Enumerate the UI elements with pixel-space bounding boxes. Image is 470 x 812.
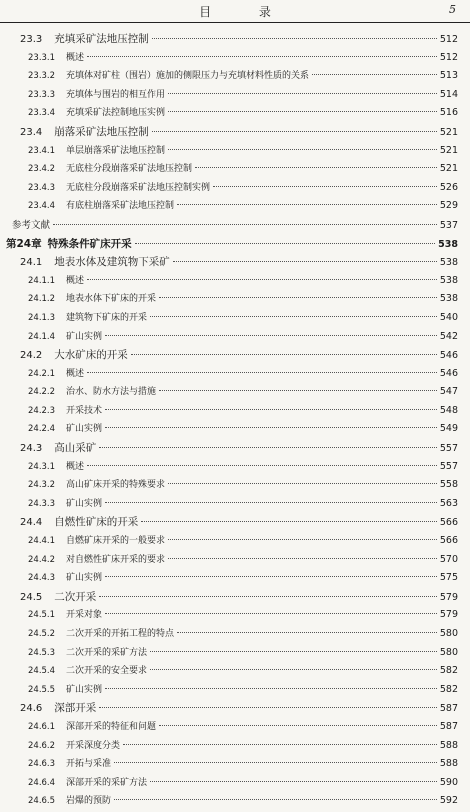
dot-leader — [168, 93, 437, 94]
toc-entry-page: 580 — [439, 628, 458, 639]
toc-entry-title: 高山采矿 — [54, 442, 97, 455]
toc-entry-title: 开采对象 — [66, 610, 103, 621]
toc-entry-number: 24.6.3 — [28, 759, 56, 770]
dot-leader — [131, 354, 437, 355]
dot-leader — [173, 261, 437, 262]
toc-entry-title: 开采深度分类 — [66, 740, 121, 751]
dot-leader — [168, 558, 437, 559]
toc-entry-page: 537 — [439, 219, 458, 231]
toc-entry-number: 24.3.1 — [28, 461, 56, 472]
dot-leader — [87, 372, 437, 373]
toc-entry-page: 521 — [439, 163, 458, 175]
toc-entry — [0, 105, 470, 124]
toc-entry-number: 24.2 — [20, 350, 43, 362]
toc-entry-title: 充填体对矿柱（围岩）施加的侧限压力与充填材料性质的关系 — [66, 71, 310, 82]
toc-entry-number: 23.3.2 — [28, 71, 56, 82]
toc-entry — [0, 329, 470, 348]
toc-entry-title: 深部开采的采矿方法 — [66, 777, 148, 788]
toc-entry — [0, 421, 470, 440]
toc-entry — [0, 273, 470, 292]
dot-leader — [150, 651, 437, 652]
toc-entry-title: 地表水体及建筑物下采矿 — [54, 256, 170, 269]
toc-entry — [0, 496, 470, 515]
dot-leader — [168, 483, 437, 484]
toc-entry-title: 概述 — [66, 275, 85, 286]
dot-leader — [87, 279, 437, 280]
toc-entry-number: 23.4 — [20, 126, 43, 138]
toc-entry — [0, 607, 470, 626]
toc-entry-title: 矿山实例 — [66, 573, 103, 584]
toc-entry-number: 24.2.4 — [28, 424, 56, 435]
toc-entry-number: 24.4.1 — [28, 536, 56, 547]
toc-entry-number: 24.5.5 — [28, 684, 56, 695]
toc-entry-page: 582 — [439, 665, 458, 677]
toc-entry — [0, 143, 470, 162]
toc-entry-title: 深部开采 — [54, 702, 97, 715]
toc-entry-title: 有底柱崩落采矿法地压控制 — [66, 201, 175, 212]
dot-leader — [123, 744, 437, 745]
toc-entry — [0, 31, 470, 50]
header-title: 目 录 — [199, 5, 293, 19]
toc-entry-page: 512 — [439, 51, 458, 63]
toc-entry — [0, 161, 470, 180]
toc-entry — [0, 310, 470, 329]
dot-leader — [99, 707, 437, 708]
dot-leader — [177, 632, 437, 633]
toc-entry-title: 矿山实例 — [66, 424, 103, 435]
toc-entry-title: 崩落采矿法地压控制 — [54, 125, 149, 138]
toc-entry-page: 557 — [439, 460, 458, 472]
toc-entry-number: 24.4 — [20, 517, 43, 529]
toc-entry-page: 590 — [439, 776, 458, 788]
dot-leader — [159, 725, 437, 726]
toc-entry-title: 建筑物下矿床的开采 — [66, 312, 148, 323]
toc-entry-title: 充填体与围岩的相互作用 — [66, 89, 166, 100]
toc-entry-number: 第24章 — [6, 237, 42, 250]
toc-entry-page: 540 — [439, 311, 458, 323]
toc-entry-number: 23.3.3 — [28, 89, 56, 100]
toc-entry-title: 无底柱分段崩落采矿法地压控制实例 — [66, 182, 211, 193]
toc-entry-title: 治水、防水方法与措施 — [66, 387, 157, 398]
toc-entry — [0, 645, 470, 664]
toc-entry-title: 对自燃性矿床开采的要求 — [66, 554, 166, 565]
toc-entry-number: 24.2.1 — [28, 368, 56, 379]
toc-entry — [0, 68, 470, 87]
toc-entry — [0, 533, 470, 552]
dot-leader — [195, 167, 437, 168]
toc-entry-page: 514 — [439, 88, 458, 100]
toc-entry-number: 23.3.4 — [28, 108, 56, 119]
toc-entry-title: 特殊条件矿床开采 — [47, 237, 132, 250]
dot-leader — [105, 613, 437, 614]
dot-leader — [213, 186, 437, 187]
toc-entry-title: 概述 — [66, 461, 85, 472]
toc-entry-title: 深部开采的特征和问题 — [66, 721, 157, 732]
toc-entry — [0, 459, 470, 478]
header-page-number: 5 — [449, 3, 456, 16]
toc-entry-page: 587 — [439, 703, 458, 715]
toc-entry-number: 24.1.1 — [28, 275, 56, 286]
toc-entry — [0, 254, 470, 273]
dot-leader — [105, 427, 437, 428]
toc-entry — [0, 663, 470, 682]
toc-entry-page: 580 — [439, 646, 458, 658]
toc-entry-number: 24.5 — [20, 591, 43, 603]
toc-entry-number: 24.1.3 — [28, 312, 56, 323]
toc-entry-page: 542 — [439, 330, 458, 342]
dot-leader — [114, 762, 437, 763]
toc-entry — [0, 291, 470, 310]
toc-entry-title: 自燃矿床开采的一般要求 — [66, 536, 166, 547]
toc-entry-title: 参考文献 — [12, 219, 51, 231]
dot-leader — [159, 390, 437, 391]
toc-entry-number: 24.3 — [20, 443, 43, 455]
toc-entry-number: 24.5.1 — [28, 610, 56, 621]
toc-entry-number: 23.4.1 — [28, 145, 56, 156]
toc-entry-page: 538 — [439, 274, 458, 286]
toc-entry-title: 单层崩落采矿法地压控制 — [66, 145, 166, 156]
toc-entry-title: 充填采矿法控制地压实例 — [66, 108, 166, 119]
dot-leader — [152, 131, 437, 132]
dot-leader — [99, 447, 437, 448]
toc-entry-number: 24.5.3 — [28, 647, 56, 658]
toc-entry-page: 516 — [439, 107, 458, 119]
dot-leader — [150, 669, 437, 670]
toc-entry-number: 24.1 — [20, 257, 43, 269]
toc-entry-page: 513 — [439, 70, 458, 82]
toc-entry — [0, 756, 470, 775]
toc-entry-title: 矿山实例 — [66, 331, 103, 342]
toc-entry-number: 24.5.4 — [28, 666, 56, 677]
toc-entry-page: 558 — [439, 479, 458, 491]
toc-entry — [0, 87, 470, 106]
toc-entry-page: 538 — [439, 257, 458, 269]
dot-leader — [159, 297, 437, 298]
toc-entry — [0, 682, 470, 701]
toc-entry-page: 566 — [439, 517, 458, 529]
toc-entry — [0, 217, 470, 236]
dot-leader — [168, 149, 437, 150]
toc-entry-title: 二次开采的采矿方法 — [66, 647, 148, 658]
toc-entry — [0, 775, 470, 794]
toc-entry-title: 概述 — [66, 52, 85, 63]
toc-entry — [0, 440, 470, 459]
toc-entry — [0, 198, 470, 217]
table-of-contents — [0, 31, 470, 812]
toc-entry — [0, 477, 470, 496]
toc-entry-page: 512 — [439, 34, 458, 45]
dot-leader — [177, 204, 437, 205]
dot-leader — [105, 335, 437, 336]
toc-entry — [0, 719, 470, 738]
toc-entry-page: 592 — [439, 795, 458, 807]
dot-leader — [152, 38, 437, 39]
toc-entry-page: 587 — [439, 720, 458, 732]
toc-entry-title: 二次开采的开拓工程的特点 — [66, 629, 175, 639]
toc-entry-number: 24.6.2 — [28, 740, 56, 751]
toc-entry — [0, 514, 470, 533]
toc-entry — [0, 50, 470, 69]
toc-entry-title: 充填采矿法地压控制 — [54, 33, 149, 45]
toc-entry-number: 24.6.1 — [28, 721, 56, 732]
toc-entry-page: 538 — [438, 238, 458, 250]
toc-entry — [0, 626, 470, 645]
toc-entry-title: 二次开采的安全要求 — [66, 666, 148, 677]
toc-entry-number: 24.5.2 — [28, 629, 56, 639]
dot-leader — [99, 596, 437, 597]
toc-entry-page: 588 — [439, 739, 458, 751]
toc-entry-title: 地表水体下矿床的开采 — [66, 294, 157, 305]
dot-leader — [135, 243, 436, 244]
toc-entry-page: 563 — [439, 497, 458, 509]
toc-entry-number: 24.1.4 — [28, 331, 56, 342]
toc-entry-title: 二次开采 — [54, 590, 97, 603]
toc-entry-title: 自燃性矿床的开采 — [54, 516, 139, 529]
toc-entry-number: 23.3 — [20, 34, 43, 45]
toc-entry — [0, 384, 470, 403]
toc-entry-number: 24.4.3 — [28, 573, 56, 584]
toc-entry-title: 大水矿床的开采 — [54, 349, 128, 362]
dot-leader — [105, 502, 437, 503]
toc-entry-page: 548 — [439, 404, 458, 416]
toc-entry-number: 24.3.2 — [28, 480, 56, 491]
dot-leader — [53, 224, 437, 225]
dot-leader — [150, 781, 437, 782]
toc-entry-number: 24.6.4 — [28, 777, 56, 788]
toc-entry — [0, 700, 470, 719]
toc-entry — [0, 180, 470, 199]
toc-entry-page: 570 — [439, 553, 458, 565]
toc-entry-number: 23.3.1 — [28, 52, 56, 63]
toc-entry-page: 588 — [439, 758, 458, 770]
dot-leader — [114, 799, 437, 800]
dot-leader — [87, 56, 437, 57]
toc-entry-page: 521 — [439, 126, 458, 138]
toc-entry-page: 546 — [439, 350, 458, 362]
toc-entry-title: 开拓与采准 — [66, 759, 112, 770]
toc-entry-page: 526 — [439, 181, 458, 193]
dot-leader — [105, 576, 437, 577]
toc-entry-page: 549 — [439, 423, 458, 435]
toc-entry — [0, 793, 470, 812]
toc-entry-page: 579 — [439, 591, 458, 603]
toc-entry-title: 开采技术 — [66, 405, 103, 416]
toc-entry-number: 23.4.3 — [28, 182, 56, 193]
toc-entry — [0, 236, 470, 255]
dot-leader — [168, 539, 437, 540]
toc-entry-number: 23.4.2 — [28, 164, 56, 175]
toc-entry-title: 矿山实例 — [66, 498, 103, 509]
toc-entry-number: 24.4.2 — [28, 554, 56, 565]
toc-entry-title: 岩爆的预防 — [66, 796, 112, 807]
toc-entry-number: 24.1.2 — [28, 294, 56, 305]
toc-entry-number: 24.6 — [20, 703, 43, 715]
toc-entry-number: 24.2.3 — [28, 405, 56, 416]
dot-leader — [168, 111, 437, 112]
toc-entry-page: 557 — [439, 443, 458, 455]
toc-entry — [0, 552, 470, 571]
dot-leader — [150, 316, 437, 317]
dot-leader — [141, 521, 437, 522]
toc-entry-page: 546 — [439, 367, 458, 379]
toc-entry — [0, 570, 470, 589]
toc-entry-number: 23.4.4 — [28, 201, 56, 212]
toc-entry — [0, 124, 470, 143]
toc-entry — [0, 738, 470, 757]
dot-leader — [105, 688, 437, 689]
toc-entry-page: 538 — [439, 293, 458, 305]
toc-entry-page: 582 — [439, 683, 458, 695]
toc-entry-page: 521 — [439, 144, 458, 156]
dot-leader — [87, 465, 437, 466]
toc-entry-page: 566 — [439, 535, 458, 547]
toc-entry-number: 24.3.3 — [28, 498, 56, 509]
toc-entry-title: 高山矿床开采的特殊要求 — [66, 480, 166, 491]
toc-entry-page: 529 — [439, 200, 458, 212]
dot-leader — [105, 409, 437, 410]
page-header — [0, 0, 470, 23]
toc-entry-title: 无底柱分段崩落采矿法地压控制 — [66, 164, 193, 175]
toc-entry-number: 24.6.5 — [28, 796, 56, 807]
toc-entry — [0, 366, 470, 385]
toc-entry-page: 579 — [439, 609, 458, 621]
toc-entry-page: 575 — [439, 572, 458, 584]
toc-entry — [0, 403, 470, 422]
toc-entry-number: 24.2.2 — [28, 387, 56, 398]
toc-entry — [0, 589, 470, 608]
toc-entry-page: 547 — [439, 386, 458, 398]
toc-entry — [0, 347, 470, 366]
toc-entry-title: 矿山实例 — [66, 684, 103, 695]
dot-leader — [312, 74, 437, 75]
toc-entry-title: 概述 — [66, 368, 85, 379]
